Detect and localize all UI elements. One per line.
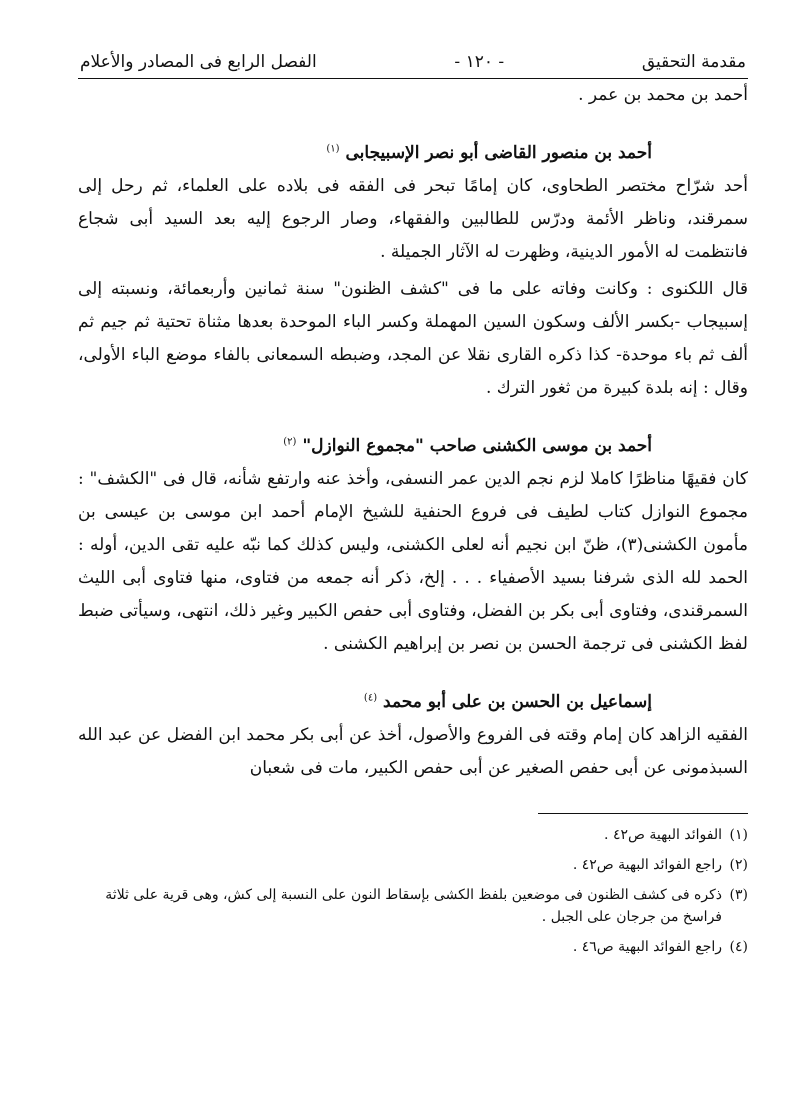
footnotes [78,824,748,958]
entry-paragraph: قال اللكنوى : وكانت وفاته على ما فى "كشف الظنون" سنة ثمانين وأربعمائة، ونسبته إلى إسبيجاب -بكسر الألف وسكون السين المهملة وكسر الباء الموحدة بعدها مثناة تحتية ثم جيم ثم ألف ثم باء موحدة- كذا ذكره القارى نقلا عن المجد، وضبطه السمعانى بالفاء موضع الباء الأولى، وقال : إنه بلدة كبيرة من ثغور الترك . [78,279,748,398]
biography-entry [78,138,748,405]
footnote-divider [538,813,748,814]
entry-name: أحمد بن منصور القاضى أبو نصر الإسبيجابى [345,143,652,163]
header-chapter-title: الفصل الرابع فى المصادر والأعلام [80,52,317,72]
footnote [78,824,748,846]
footnote-text: راجع الفوائد البهية ص٤٦ . [572,939,722,955]
entry-paragraph: أحد شرّاح مختصر الطحاوى، كان إمامًا تبحر فى الفقه فى بلاده على العلماء، ثم رحل إلى سمرقند، وناظر الأئمة ودرّس للطالبين والفقهاء، وصار الرجوع إليه بعد السيد أبى شجاع فانتظمت له الأمور الدينية، وظهرت له الآثار الجميلة . [78,176,748,262]
book-page [78,52,748,966]
footnote-ref: (١) [326,143,340,155]
entry-heading [78,431,652,461]
footnote [78,936,748,958]
footnote-text: ذكره فى كشف الظنون فى موضعين بلفظ الكشى بإسقاط النون على النسبة إلى كش، وهى قرية على ثلاثة فراسخ من جرجان على الجبل . [105,887,722,925]
footnote-ref: (٢) [283,436,297,448]
entry-heading [78,138,652,168]
entry-heading [78,687,652,717]
biography-entry [78,687,748,785]
footnote-text: راجع الفوائد البهية ص٤٢ . [572,857,722,873]
entry-name: إسماعيل بن الحسن بن على أبو محمد [383,692,652,712]
footnote-number: (٤) [729,939,748,955]
footnote-number: (٣) [729,887,748,903]
biography-entry [78,431,748,661]
footnote [78,884,748,928]
entry-paragraph: الفقيه الزاهد كان إمام وقته فى الفروع والأصول، أخذ عن أبى بكر محمد ابن الفضل عن عبد الله السبذمونى عن أبى حفص الصغير عن أبى حفص الكبير، مات فى شعبان [78,725,748,778]
page-number: - ١٢٠ - [454,52,505,72]
footnote [78,854,748,876]
footnote-ref: (٤) [363,692,378,704]
running-header [78,52,748,79]
header-section-title: مقدمة التحقيق [641,52,746,72]
footnote-number: (١) [729,827,748,843]
entry-paragraph: كان فقيهًا مناظرًا كاملا لزم نجم الدين عمر النسفى، وأخذ عنه وارتفع شأنه، قال فى "الكشف" : مجموع النوازل كتاب لطيف فى فروع الحنفية للشيخ الإمام أحمد ابن موسى بن عيسى بن مأمون الكشنى(٣)، ظنّ ابن نجيم أنه لعلى الكشنى، وليس كذلك كما نبّه عليه تقى الدين، أوله : الحمد لله الذى شرفنا بسيد الأصفياء . . . إلخ، ذكر أنه جمعه من فتاوى، منها فتاوى أبى الليث السمرقندى، وفتاوى أبى بكر بن الفضل، وفتاوى أبى حفص الكبير وغير ذلك، انتهى، وسيأتى ضبط لفظ الكشنى فى ترجمة الحسن بن نصر بن إبراهيم الكشنى . [78,469,748,654]
continuation-line: أحمد بن محمد بن عمر . [578,85,748,105]
footnote-number: (٢) [729,857,748,873]
footnote-text: الفوائد البهية ص٤٢ . [604,827,722,843]
entry-name: أحمد بن موسى الكشنى صاحب "مجموع النوازل" [302,436,652,456]
